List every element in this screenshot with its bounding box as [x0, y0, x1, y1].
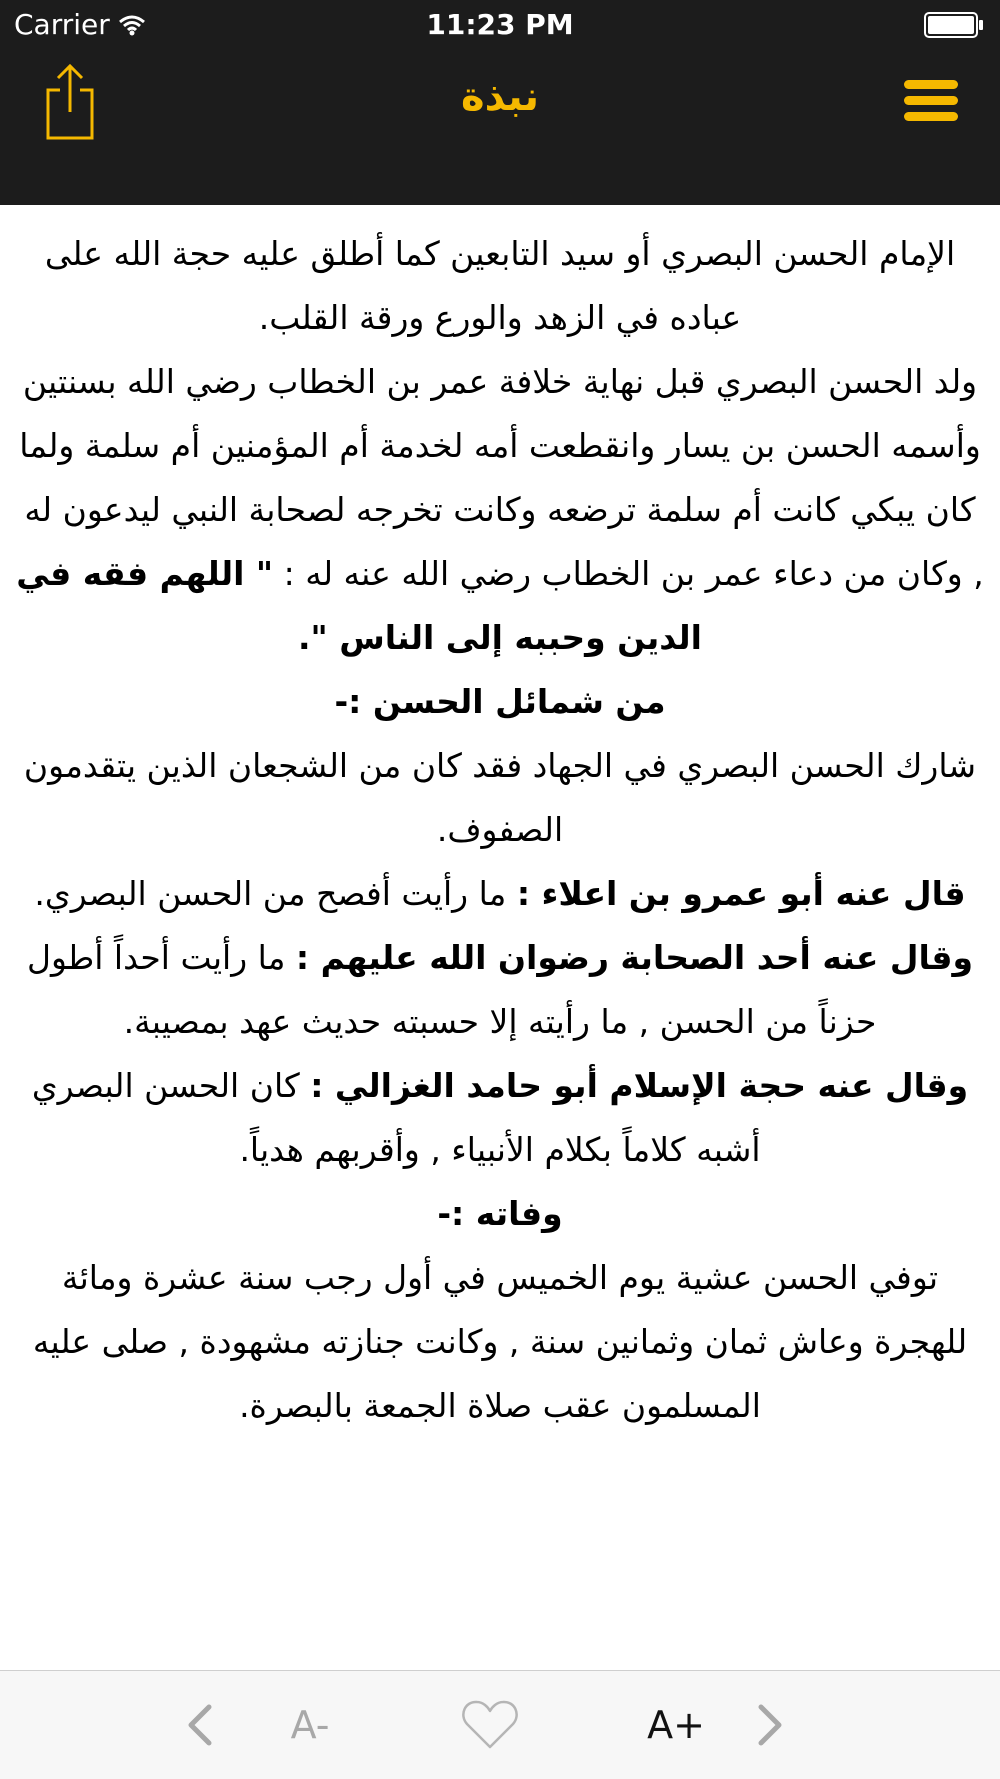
virtues-heading-text: من شمائل الحسن :- — [334, 682, 666, 721]
quote-ghazali — [14, 1054, 986, 1182]
next-button[interactable] — [740, 1671, 800, 1779]
chevron-right-icon — [755, 1703, 785, 1747]
quote-companion-lead: وقال عنه أحد الصحابة رضوان الله عليهم : — [295, 938, 974, 977]
heart-icon — [461, 1699, 519, 1751]
article-body — [14, 222, 986, 1438]
battery-icon — [924, 12, 984, 38]
font-increase-button[interactable]: A+ — [647, 1703, 705, 1747]
quote-companion — [14, 926, 986, 1054]
navigation-bar — [0, 52, 1000, 205]
chevron-left-icon — [185, 1703, 215, 1747]
status-bar — [0, 0, 1000, 52]
quote-abu-amr-lead: قال عنه أبو عمرو بن اعلاء : — [516, 874, 966, 913]
status-time: 11:23 PM — [426, 8, 574, 41]
prayer-quote: " اللهم فقه في الدين وحببه إلى الناس ". — [16, 554, 702, 657]
birth-paragraph — [14, 350, 986, 670]
quote-ghazali-text: كان الحسن البصري أشبه كلاماً بكلام الأنبياء , وأقربهم هدياً. — [31, 1066, 761, 1169]
page-title: نبذة — [460, 74, 540, 120]
death-heading — [14, 1182, 986, 1246]
carrier-label: Carrier — [14, 8, 110, 41]
font-decrease-button[interactable]: A- — [290, 1703, 330, 1747]
previous-button[interactable] — [170, 1671, 230, 1779]
quote-ghazali-lead: وقال عنه حجة الإسلام أبو حامد الغزالي : — [310, 1066, 969, 1105]
birth-text: ولد الحسن البصري قبل نهاية خلافة عمر بن الخطاب رضي الله بسنتين وأسمه الحسن بن يسار وانقطعت أمه لخدمة أم المؤمنين أم سلمة ولما كان يبكي كانت أم سلمة ترضعه وكانت تخرجه لصحابة النبي ليدعون له , وكان من دعاء عمر بن الخطاب رضي الله عنه له : — [19, 362, 984, 593]
quote-abu-amr-text: ما رأيت أفصح من الحسن البصري. — [34, 874, 507, 913]
quote-companion-text: ما رأيت أحداً أطول حزناً من الحسن , ما رأيته إلا حسبته حديث عهد بمصيبة. — [26, 938, 877, 1041]
menu-icon[interactable] — [902, 78, 960, 124]
death-heading-text: وفاته :- — [437, 1194, 563, 1233]
bottom-toolbar — [0, 1670, 1000, 1779]
virtues-heading — [14, 670, 986, 734]
quote-abu-amr — [14, 862, 986, 926]
favorite-button[interactable] — [450, 1671, 530, 1779]
intro-paragraph: الإمام الحسن البصري أو سيد التابعين كما أطلق عليه حجة الله على عباده في الزهد والورع ورقة القلب. — [44, 234, 956, 337]
death-paragraph: توفي الحسن عشية يوم الخميس في أول رجب سنة عشرة ومائة للهجرة وعاش ثمان وثمانين سنة , وكانت جنازته مشهودة , صلى عليه المسلمون عقب صلاة الجمعة بالبصرة. — [32, 1258, 968, 1425]
jihad-paragraph: شارك الحسن البصري في الجهاد فقد كان من الشجعان الذين يتقدمون الصفوف. — [23, 746, 977, 849]
